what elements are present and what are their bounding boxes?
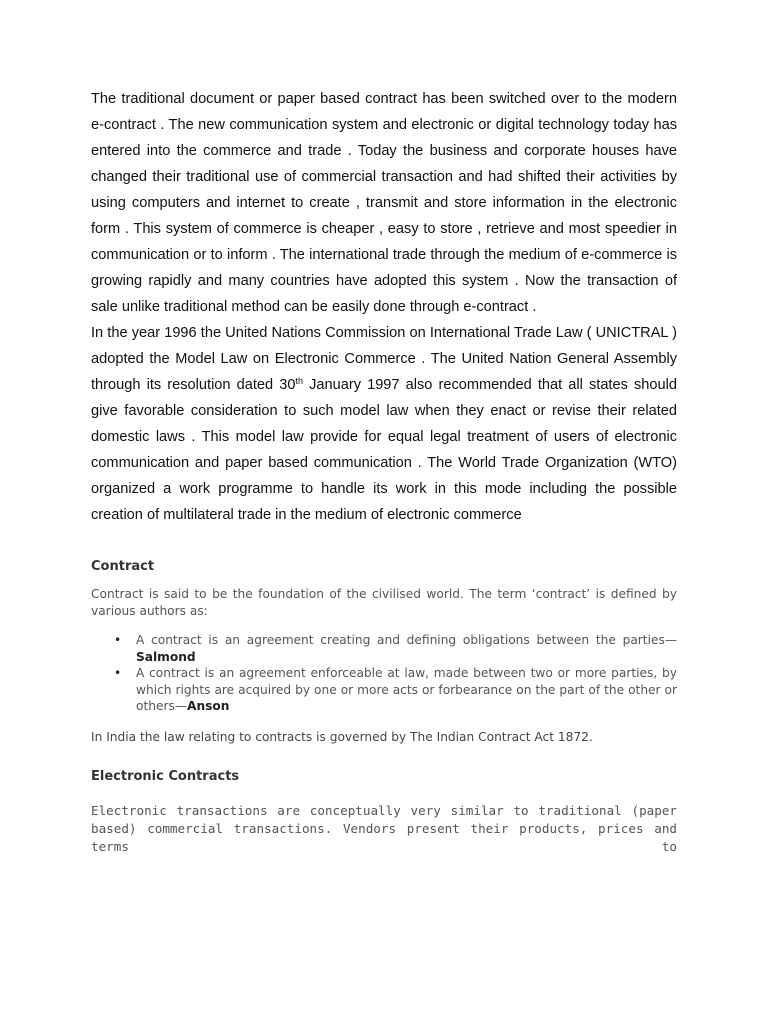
definition-text: A contract is an agreement creating and defining obligations between the parties— bbox=[136, 633, 677, 647]
intro-paragraph-2-part-2: January 1997 also recommended that all states should give favorable consideration to such model law when they enact or revise their related domestic laws . This model law provide for equal legal treatment of users of electronic communication and paper based communication . The World Trade Organization (WTO) organized a work programme to handle its work in this mode including the possible creation of multilateral trade in the medium of electronic commerce bbox=[91, 377, 677, 523]
intro-paragraph-2 bbox=[91, 320, 677, 528]
definition-text: A contract is an agreement enforceable at law, made between two or more parties, by which rights are acquired by one or more acts or forbearance on the part of the other or others— bbox=[136, 666, 677, 713]
electronic-contracts-heading: Electronic Contracts bbox=[91, 768, 240, 784]
intro-paragraph-1: The traditional document or paper based contract has been switched over to the modern e-contract . The new communication system and electronic or digital technology today has entered into the commerce and trade . Today the business and corporate houses have changed their traditional use of commercial transaction and had shifted their activities by using computers and internet to create , transmit and store information in the electronic form . This system of commerce is cheaper , easy to store , retrieve and most speedier in communication or to inform . The international trade through the medium of e-commerce is growing rapidly and many countries have adopted this system . Now the transaction of sale unlike traditional method can be easily done through e-contract . bbox=[91, 91, 677, 315]
contract-intro: Contract is said to be the foundation of the civilised world. The term ‘contract’ is defined by various authors as: bbox=[91, 587, 677, 618]
india-law-note: In India the law relating to contracts is governed by The Indian Contract Act 1872. bbox=[91, 729, 593, 744]
definition-author: Salmond bbox=[136, 649, 196, 664]
electronic-contracts-paragraph: Electronic transactions are conceptually very similar to traditional (paper based) commercial transactions. Vendors present their products, prices and terms to bbox=[91, 802, 677, 854]
definition-list bbox=[91, 632, 677, 715]
definition-item bbox=[114, 632, 677, 665]
contract-heading: Contract bbox=[91, 559, 155, 574]
definition-item bbox=[114, 665, 677, 715]
intro-paragraph-2-part-1: In the year 1996 the United Nations Commission on International Trade Law ( UNICTRAL ) adopted the Model Law on Electronic Commerce . The United Nation General Assembly through its resolution dated 30 bbox=[91, 325, 677, 393]
bullet-icon: • bbox=[114, 633, 122, 647]
ordinal-suffix: th bbox=[295, 376, 303, 386]
definition-author: Anson bbox=[187, 699, 230, 713]
bullet-icon: • bbox=[114, 666, 122, 680]
